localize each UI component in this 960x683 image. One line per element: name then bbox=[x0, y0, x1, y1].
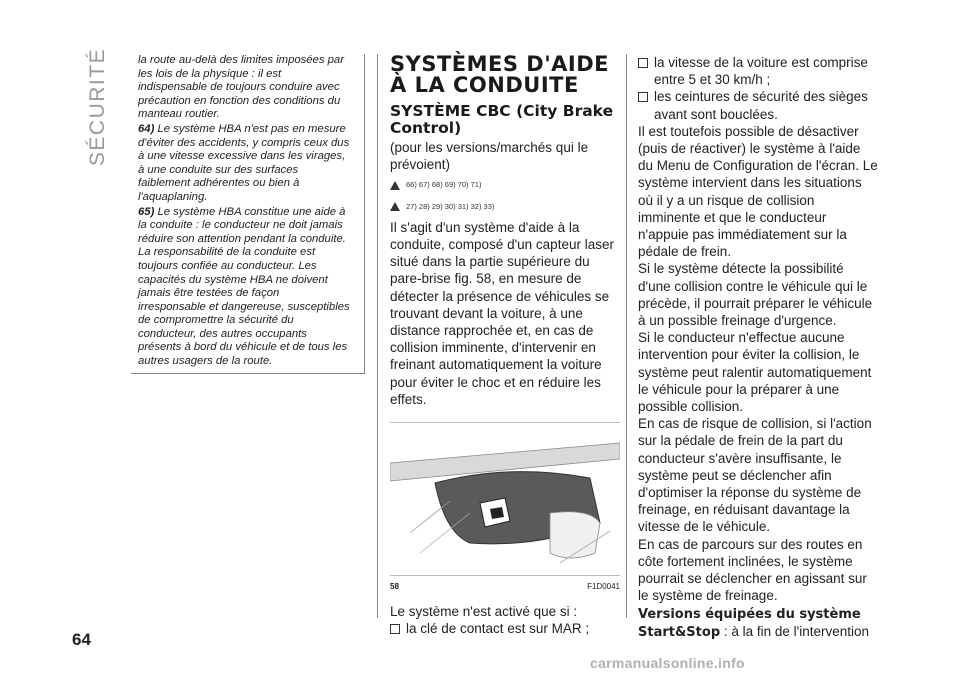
paragraph: Si le système détecte la possibilité d'une collision contre le véhicule qui le précède, il pourrait préparer le véhicule à un possible freinage d'urgence. bbox=[638, 261, 873, 329]
caution-triangle-icon bbox=[390, 202, 400, 211]
subsection-heading: SYSTÈME CBC (City Brake Control) bbox=[390, 102, 614, 137]
caution-refs bbox=[390, 198, 620, 215]
watermark: carmanualsonline.info bbox=[590, 655, 745, 671]
note-65 bbox=[138, 206, 350, 369]
bullet-box-icon bbox=[390, 624, 400, 634]
figure-caption bbox=[390, 575, 620, 595]
paragraph: Il est toutefois possible de désactiver (puis de réactiver) le système à l'aide du Menu de Configuration de l'écran. Le système intervient dans les situations où il y a un risque de collision imminente et que le conducteur n'appuie pas immédiatement sur la pédale de frein. bbox=[638, 123, 878, 260]
section-title: SÉCURITÉ bbox=[86, 47, 109, 167]
note-64-text: Le système HBA n'est pas en mesure d'éviter des accidents, y compris ceux dus à une vitesse excessive dans les virages, à une conduite sur des surfaces faiblement adhérentes ou bien à l'aquaplaning. bbox=[138, 122, 350, 203]
paragraph: Si le conducteur n'effectue aucune intervention pour éviter la collision, le système peut ralentir automatiquement le véhicule pour la préparer à une possible collision. bbox=[638, 330, 872, 415]
start-stop-paragraph bbox=[638, 605, 878, 641]
bullet-item bbox=[638, 54, 878, 88]
cbc-description: Il s'agit d'un système d'aide à la conduite, composé d'un capteur laser situé dans la partie supérieure du pare-brise fig. 58, en mesure de détecter la présence de véhicules se trouvant devant la voiture, à une distance rapprochée et, en cas de collision imminente, d'intervenir en freinant automatiquement la voiture pour éviter le choc et en réduire les effets. bbox=[390, 219, 614, 407]
figure-number: 58 bbox=[390, 582, 399, 592]
column-divider-right bbox=[626, 54, 627, 618]
bullet-item bbox=[638, 88, 878, 122]
bullet-box-icon bbox=[638, 92, 648, 102]
right-column bbox=[638, 54, 878, 641]
start-stop-text: : à la fin de l'intervention bbox=[720, 623, 870, 639]
main-column bbox=[390, 54, 620, 638]
note-65-number: 65) bbox=[138, 205, 155, 218]
note-64 bbox=[138, 123, 350, 205]
notes-column bbox=[138, 54, 350, 369]
windshield-sensor-illustration bbox=[390, 423, 620, 573]
warning-refs bbox=[390, 176, 620, 193]
figure-58-image bbox=[390, 422, 620, 573]
bullet-text: les ceintures de sécurité des sièges avant sont bouclées. bbox=[654, 89, 868, 122]
page-number: 64 bbox=[72, 630, 91, 649]
bullet-text: la clé de contact est sur MAR ; bbox=[406, 621, 590, 637]
bullet-item bbox=[390, 620, 620, 637]
figure-code: F1D0041 bbox=[587, 582, 620, 592]
caution-refs-text: 27) 28) 29) 30) 31) 32) 33) bbox=[406, 201, 495, 211]
versions-note: (pour les versions/marchés qui le prévoient) bbox=[390, 140, 589, 173]
warning-triangle-icon bbox=[390, 181, 400, 190]
section-side-tab bbox=[78, 48, 118, 166]
bullet-box-icon bbox=[638, 58, 648, 68]
note-65-text: Le système HBA constitue une aide à la conduite : le conducteur ne doit jamais réduire son attention pendant la conduite. La responsabilité de la conduite est toujours confiée au conducteur. Les capacités du système HBA ne doivent jamais être testées de façon irresponsable et dangereuse, susceptibles de compromettre la sécurité du conducteur, des autres occupants présents à bord du véhicule et de tous les autres usagers de la route. bbox=[138, 205, 350, 368]
section-heading: SYSTÈMES D'AIDE À LA CONDUITE bbox=[390, 52, 610, 97]
start-stop-heading: Versions équipées du système Start&Stop bbox=[638, 606, 861, 640]
column-divider-left bbox=[377, 54, 378, 618]
note-64-number: 64) bbox=[138, 122, 155, 135]
paragraph: En cas de parcours sur des routes en côte fortement inclinées, le système pourrait se déclencher en agissant sur le système de freinage. bbox=[638, 536, 867, 604]
activation-intro: Le système n'est activé que si : bbox=[390, 604, 578, 620]
warning-refs-text: 66) 67) 68) 69) 70) 71) bbox=[406, 180, 482, 190]
paragraph: En cas de risque de collision, si l'action sur la pédale de frein de la part du conducteur s'avère insuffisante, le système peut se déclencher afin d'optimiser la réponse du système de freinage, en réduisant davantage la vitesse de le véhicule. bbox=[638, 416, 872, 535]
bullet-text: la vitesse de la voiture est comprise entre 5 et 30 km/h ; bbox=[654, 55, 868, 88]
note-intro: la route au-delà des limites imposées par les lois de la physique : il est indispensable de toujours conduire avec précaution en fonction des conditions du manteau routier. bbox=[138, 54, 344, 121]
